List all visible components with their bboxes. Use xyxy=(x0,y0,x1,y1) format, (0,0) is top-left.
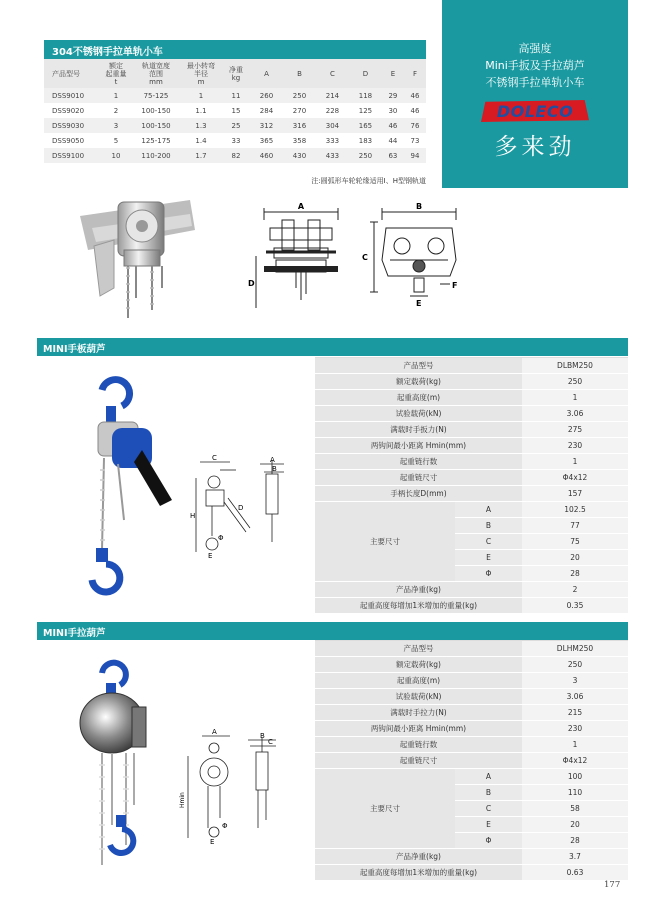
dim-label: Hmin xyxy=(179,792,186,808)
spec-label: 额定载荷(kg) xyxy=(315,374,522,390)
dim-label: F xyxy=(452,281,458,290)
dim-value: 100 xyxy=(522,769,628,785)
chain-hoist-drawing xyxy=(180,728,280,848)
lever-hoist-photo xyxy=(72,370,182,600)
table-cell: 312 xyxy=(250,118,283,133)
spec-value: Φ4x12 xyxy=(522,470,628,486)
table-row xyxy=(315,598,628,614)
brand-name-cn: 多来劲 xyxy=(494,134,576,160)
table-cell: 76 xyxy=(404,118,426,133)
table-cell: 94 xyxy=(404,148,426,163)
spec-value: 230 xyxy=(522,721,628,737)
table-cell: 214 xyxy=(316,88,349,103)
lever-hoist-spec-table xyxy=(315,357,628,614)
col-header: 轨道宽度 范围 mm xyxy=(132,59,180,88)
table-cell: 25 xyxy=(222,118,250,133)
dim-label: C xyxy=(362,253,368,262)
trolley-note: 注:圆弧形车轮轮缘适用I、H型钢轨道 xyxy=(311,177,426,185)
table-cell: 165 xyxy=(349,118,382,133)
table-row xyxy=(315,374,628,390)
dim-key: C xyxy=(455,801,522,817)
trolley-section-title: 304不锈钢手拉单轨小车 xyxy=(44,40,426,59)
dim-value: 20 xyxy=(522,550,628,566)
spec-value: 215 xyxy=(522,705,628,721)
brand-line: Mini手扳及手拉葫芦 xyxy=(485,59,585,72)
table-cell: 260 xyxy=(250,88,283,103)
table-cell: 1.4 xyxy=(195,136,207,145)
table-row xyxy=(315,849,628,865)
table-cell: 358 xyxy=(292,136,307,145)
brand-line: 不锈钢手拉单轨小车 xyxy=(485,76,585,89)
dim-value: 75 xyxy=(522,534,628,550)
col-header: 净重 kg xyxy=(222,59,250,88)
dim-label: H xyxy=(190,512,196,520)
table-cell: 125-175 xyxy=(141,136,171,145)
table-cell: DSS9010 xyxy=(44,88,100,103)
dim-label: A xyxy=(270,456,275,464)
dim-label: B xyxy=(415,202,423,211)
table-cell: 100-150 xyxy=(141,106,171,115)
table-cell: 75-125 xyxy=(132,88,180,103)
col-header: A xyxy=(250,59,283,88)
dim-key: Φ xyxy=(455,566,522,582)
dim-label: B xyxy=(260,732,265,740)
table-row xyxy=(315,454,628,470)
table-row xyxy=(315,422,628,438)
table-row xyxy=(315,406,628,422)
spec-label: 起重链行数 xyxy=(315,737,522,753)
dim-label: A xyxy=(297,202,305,211)
table-row xyxy=(315,865,628,881)
spec-value: 230 xyxy=(522,438,628,454)
table-cell: 46 xyxy=(382,118,404,133)
table-cell: 82 xyxy=(222,148,250,163)
table-cell: 250 xyxy=(283,88,316,103)
spec-label: 起重高度每增加1米增加的重量(kg) xyxy=(315,598,522,614)
table-row xyxy=(315,641,628,657)
spec-label: 满载时手拉力(N) xyxy=(315,705,522,721)
col-header: 产品型号 xyxy=(44,59,100,88)
dim-label: B xyxy=(272,465,277,473)
table-cell: 44 xyxy=(388,136,398,145)
spec-value: 250 xyxy=(522,657,628,673)
lever-hoist-section-title: MINI手板葫芦 xyxy=(37,338,628,356)
table-row xyxy=(315,470,628,486)
spec-label: 额定载荷(kg) xyxy=(315,657,522,673)
table-cell: 183 xyxy=(358,136,373,145)
table-cell: 100-150 xyxy=(132,118,180,133)
col-header: B xyxy=(283,59,316,88)
page-number: 177 xyxy=(604,880,621,890)
table-row xyxy=(44,118,426,133)
dim-key: C xyxy=(455,534,522,550)
col-header: 最小转弯 半径 m xyxy=(180,59,222,88)
col-header: F xyxy=(404,59,426,88)
dim-value: 20 xyxy=(522,817,628,833)
dim-label: D xyxy=(238,504,244,512)
trolley-drawing-side xyxy=(362,200,472,310)
table-row xyxy=(44,133,426,148)
spec-value: 3.06 xyxy=(522,689,628,705)
dim-value: 28 xyxy=(522,833,628,849)
spec-value: Φ4x12 xyxy=(522,753,628,769)
trolley-spec-table xyxy=(44,59,426,163)
spec-label: 起重链尺寸 xyxy=(315,470,522,486)
dim-label: C xyxy=(212,454,217,462)
table-cell: 228 xyxy=(325,106,340,115)
dims-label: 主要尺寸 xyxy=(315,769,455,849)
spec-label: 两钩间最小距离 Hmin(mm) xyxy=(315,721,522,737)
table-cell: 118 xyxy=(349,88,382,103)
spec-value: 275 xyxy=(522,422,628,438)
spec-label: 产品型号 xyxy=(315,358,522,374)
spec-label: 起重链行数 xyxy=(315,454,522,470)
trolley-drawing-front xyxy=(246,200,356,310)
table-row xyxy=(44,88,426,103)
col-header: 额定 起重量 t xyxy=(100,59,132,88)
dim-label: D xyxy=(248,279,255,288)
table-row xyxy=(315,486,628,502)
table-row xyxy=(315,657,628,673)
table-cell: 30 xyxy=(388,106,398,115)
table-cell: 365 xyxy=(259,136,274,145)
table-cell: 1 xyxy=(180,88,222,103)
table-cell: 11 xyxy=(222,88,250,103)
spec-label: 产品净重(kg) xyxy=(315,849,522,865)
col-header: C xyxy=(316,59,349,88)
table-cell: 110-200 xyxy=(132,148,180,163)
dim-label: Φ xyxy=(222,822,228,830)
spec-label: 试验载荷(kN) xyxy=(315,406,522,422)
dim-label: E xyxy=(210,838,215,846)
table-cell: 1.3 xyxy=(180,118,222,133)
trolley-photo xyxy=(70,188,200,328)
table-cell: 46 xyxy=(410,106,420,115)
table-cell: 125 xyxy=(358,106,373,115)
table-row xyxy=(315,673,628,689)
spec-value: 1 xyxy=(522,454,628,470)
table-cell: 15 xyxy=(231,106,241,115)
table-cell: 250 xyxy=(349,148,382,163)
table-cell: 33 xyxy=(231,136,241,145)
dim-label: Φ xyxy=(218,534,224,542)
table-cell: DSS9100 xyxy=(44,148,100,163)
table-cell: 433 xyxy=(316,148,349,163)
dim-key: E xyxy=(455,817,522,833)
col-header: E xyxy=(382,59,404,88)
dim-key: B xyxy=(455,785,522,801)
table-row xyxy=(315,705,628,721)
spec-value: 0.63 xyxy=(522,865,628,881)
table-cell: 1 xyxy=(100,88,132,103)
table-row xyxy=(315,721,628,737)
table-row xyxy=(44,103,426,118)
spec-value: 1 xyxy=(522,737,628,753)
brand-line: 高强度 xyxy=(518,42,552,55)
spec-label: 起重高度(m) xyxy=(315,390,522,406)
table-row xyxy=(44,148,426,163)
dim-value: 28 xyxy=(522,566,628,582)
dim-value: 58 xyxy=(522,801,628,817)
dim-key: B xyxy=(455,518,522,534)
dim-key: Φ xyxy=(455,833,522,849)
spec-label: 起重链尺寸 xyxy=(315,753,522,769)
table-cell: 29 xyxy=(382,88,404,103)
table-cell: 304 xyxy=(316,118,349,133)
table-row xyxy=(315,438,628,454)
dim-value: 110 xyxy=(522,785,628,801)
spec-label: 手柄长度D(mm) xyxy=(315,486,522,502)
dims-label: 主要尺寸 xyxy=(315,502,455,582)
chain-hoist-spec-table xyxy=(315,640,628,881)
col-header: D xyxy=(349,59,382,88)
spec-value: 250 xyxy=(522,374,628,390)
dim-value: 102.5 xyxy=(522,502,628,518)
brand-panel xyxy=(442,0,628,188)
table-row xyxy=(315,390,628,406)
table-row xyxy=(315,689,628,705)
table-row xyxy=(315,502,628,518)
spec-label: 产品型号 xyxy=(315,641,522,657)
table-cell: 63 xyxy=(382,148,404,163)
dim-key: A xyxy=(455,502,522,518)
table-row xyxy=(315,737,628,753)
table-cell: 430 xyxy=(283,148,316,163)
dim-label: A xyxy=(212,728,217,736)
lever-hoist-drawing xyxy=(190,452,300,562)
spec-value: 157 xyxy=(522,486,628,502)
table-cell: DSS9030 xyxy=(44,118,100,133)
dim-key: A xyxy=(455,769,522,785)
spec-value: 2 xyxy=(522,582,628,598)
table-cell: 1.1 xyxy=(195,106,207,115)
table-row xyxy=(315,358,628,374)
table-cell: 333 xyxy=(325,136,340,145)
table-row xyxy=(315,582,628,598)
spec-value: 3.7 xyxy=(522,849,628,865)
doleco-logo: DOLECO xyxy=(481,100,589,122)
spec-value: 3 xyxy=(522,673,628,689)
spec-label: 试验载荷(kN) xyxy=(315,689,522,705)
table-cell: DSS9050 xyxy=(52,136,85,145)
spec-label: 起重高度(m) xyxy=(315,673,522,689)
table-cell: 284 xyxy=(259,106,274,115)
spec-value: 3.06 xyxy=(522,406,628,422)
dim-value: 77 xyxy=(522,518,628,534)
dim-label: E xyxy=(208,552,213,560)
dim-label: C xyxy=(268,738,273,746)
table-cell: 3 xyxy=(100,118,132,133)
spec-label: 两钩间最小距离 Hmin(mm) xyxy=(315,438,522,454)
dim-key: E xyxy=(455,550,522,566)
spec-label: 产品净重(kg) xyxy=(315,582,522,598)
chain-hoist-photo xyxy=(72,655,167,880)
table-cell: 270 xyxy=(292,106,307,115)
spec-value: 1 xyxy=(522,390,628,406)
spec-label: 起重高度每增加1米增加的重量(kg) xyxy=(315,865,522,881)
dim-label: E xyxy=(416,299,422,308)
chain-hoist-section-title: MINI手拉葫芦 xyxy=(37,622,628,640)
spec-label: 满载时手扳力(N) xyxy=(315,422,522,438)
table-cell: 10 xyxy=(100,148,132,163)
table-row xyxy=(315,753,628,769)
table-row xyxy=(315,769,628,785)
table-cell: DSS9020 xyxy=(52,106,85,115)
spec-value: 0.35 xyxy=(522,598,628,614)
spec-value: DLHM250 xyxy=(522,641,628,657)
table-cell: 46 xyxy=(404,88,426,103)
table-cell: 2 xyxy=(113,106,119,115)
table-cell: 316 xyxy=(283,118,316,133)
table-cell: 73 xyxy=(410,136,420,145)
table-cell: 5 xyxy=(113,136,119,145)
table-cell: 1.7 xyxy=(180,148,222,163)
table-cell: 460 xyxy=(250,148,283,163)
spec-value: DLBM250 xyxy=(522,358,628,374)
